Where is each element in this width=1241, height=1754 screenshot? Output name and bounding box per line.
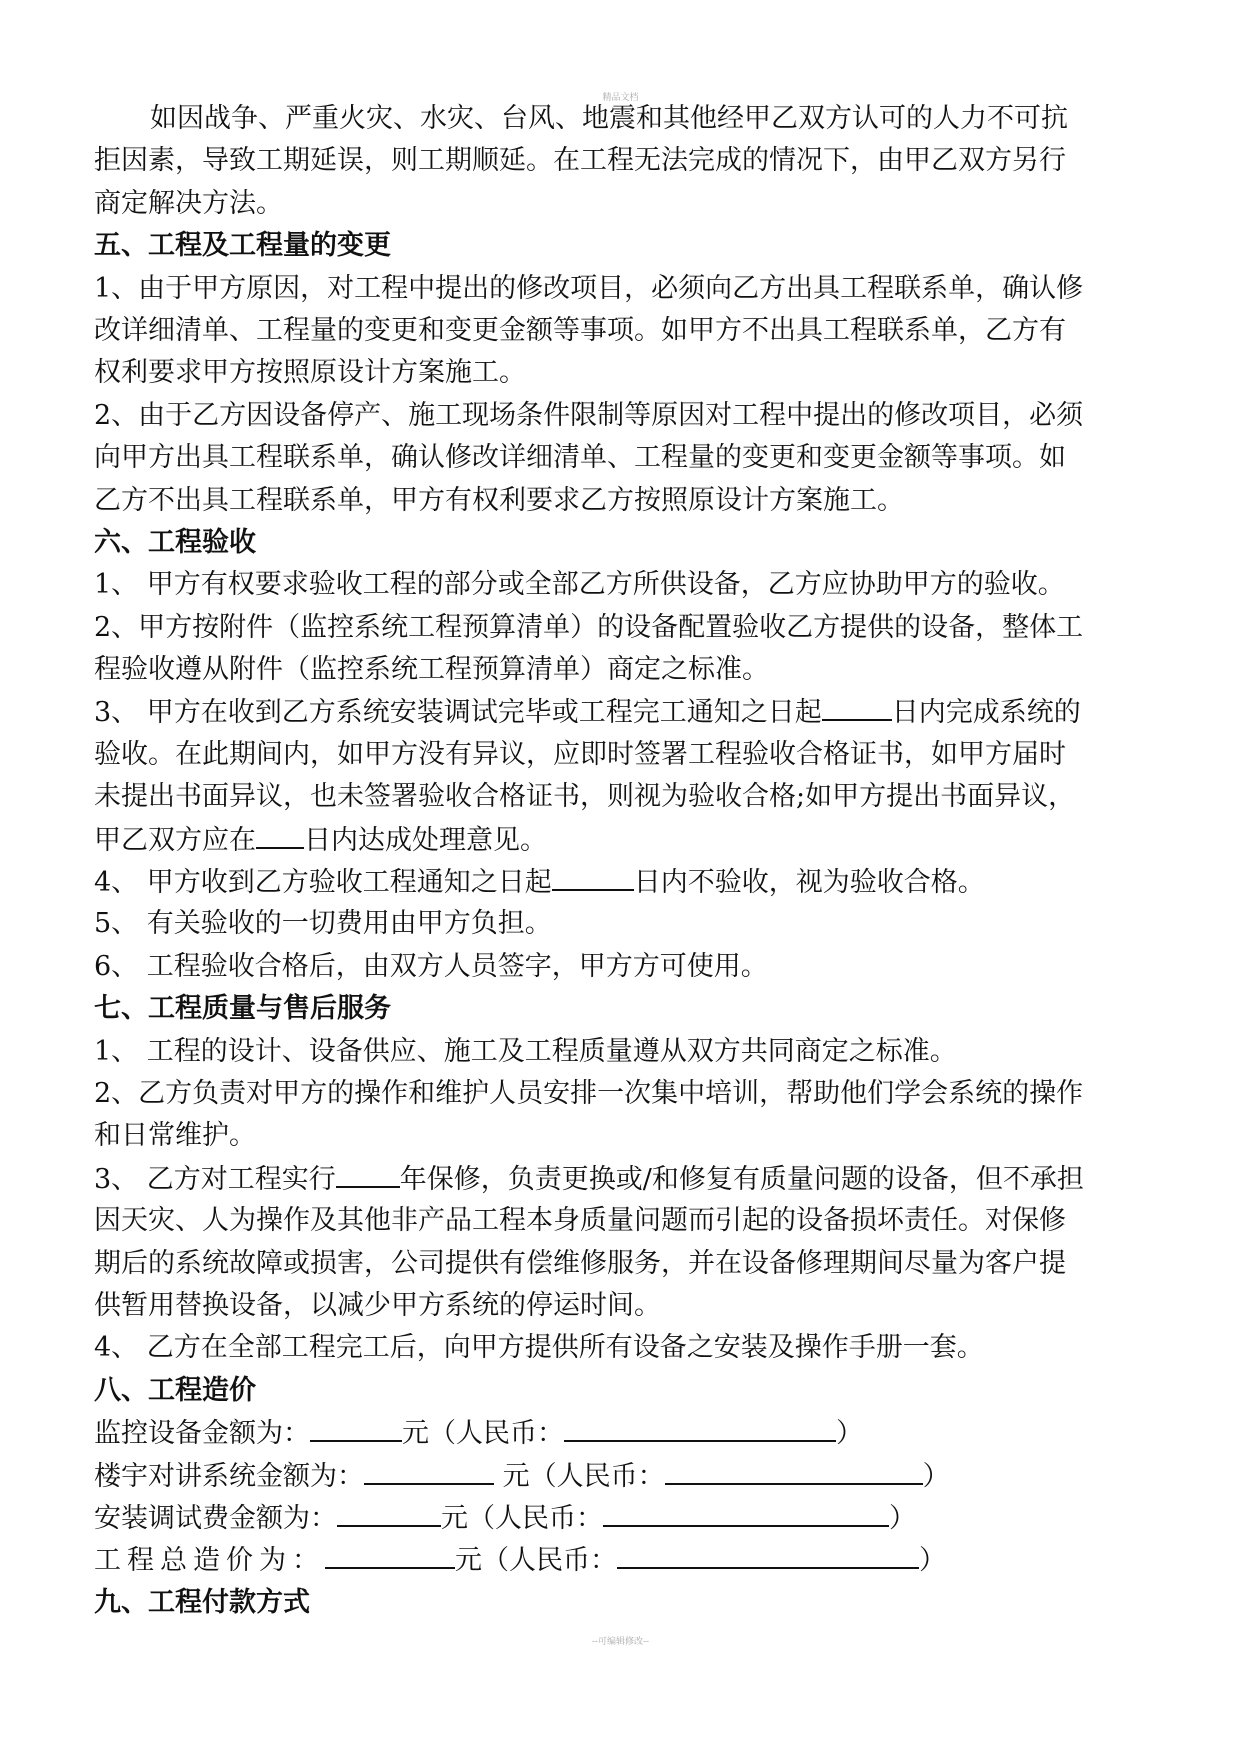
- section-heading: [94, 522, 1150, 564]
- line-text: 1、由于甲方原因，对工程中提出的修改项目，必须向乙方出具工程联系单，确认修: [94, 272, 1084, 304]
- line-text: 因天灾、人为操作及其他非产品工程本身质量问题而引起的设备损坏责任。对保修: [94, 1205, 1066, 1237]
- line-text: 4、 甲方收到乙方验收工程通知之日起: [94, 867, 552, 899]
- text-line: [94, 1285, 1150, 1327]
- text-line: [94, 268, 1150, 310]
- text-line: [94, 1073, 1150, 1115]
- line-text: 甲乙双方应在: [94, 824, 256, 856]
- line-text: 程验收遵从附件（监控系统工程预算清单）商定之标准。: [94, 654, 769, 686]
- line-text: 2、乙方负责对甲方的操作和维护人员安排一次集中培训，帮助他们学会系统的操作: [94, 1077, 1084, 1109]
- section-heading: [94, 1370, 1150, 1412]
- line-text: 期后的系统故障或损害，公司提供有偿维修服务，并在设备修理期间尽量为客户提: [94, 1247, 1066, 1279]
- line-text: 乙方不出具工程联系单，甲方有权利要求乙方按照原设计方案施工。: [94, 484, 904, 516]
- fill-in-blank: [552, 861, 634, 891]
- contract-body: [94, 98, 1150, 1624]
- line-text-end: ）: [922, 1460, 950, 1492]
- section-heading: [94, 225, 1150, 267]
- line-text: 权利要求甲方按照原设计方案施工。: [94, 357, 526, 389]
- fill-in-blank: [256, 819, 304, 849]
- line-text: 供暂用替换设备，以减少甲方系统的停运时间。: [94, 1289, 661, 1321]
- line-text: 六、工程验收: [94, 526, 256, 558]
- page-header: 精品文档: [602, 93, 639, 103]
- text-line: [94, 1539, 1150, 1581]
- line-text-after: 元（人民币：: [402, 1418, 564, 1450]
- text-line: [94, 1497, 1150, 1539]
- line-text: 八、工程造价: [94, 1374, 256, 1406]
- line-text-after: 元（人民币：: [455, 1545, 617, 1577]
- text-line: [94, 437, 1150, 479]
- text-line: [94, 1455, 1150, 1497]
- fill-in-blank: [325, 1539, 455, 1569]
- line-text: 3、 乙方对工程实行: [94, 1163, 336, 1195]
- text-line: [94, 1412, 1150, 1454]
- line-text-after: 日内完成系统的: [891, 697, 1081, 729]
- line-text: 改详细清单、工程量的变更和变更金额等事项。如甲方不出具工程联系单，乙方有: [94, 314, 1066, 346]
- line-text: 6、 工程验收合格后，由双方人员签字，甲方方可使用。: [94, 950, 768, 982]
- text-line: [94, 861, 1150, 903]
- text-line: [94, 310, 1150, 352]
- line-text: 和日常维护。: [94, 1120, 256, 1152]
- text-line: [94, 1243, 1150, 1285]
- fill-in-blank: [336, 1158, 400, 1188]
- line-text-after: 元（人民币：: [494, 1460, 665, 1492]
- line-text: 5、 有关验收的一切费用由甲方负担。: [94, 908, 552, 940]
- fill-in-blank-amount: [564, 1412, 836, 1442]
- fill-in-blank: [337, 1497, 441, 1527]
- line-text: 1、 工程的设计、设备供应、施工及工程质量遵从双方共同商定之标准。: [94, 1035, 957, 1067]
- line-text-after: 日内达成处理意见。: [304, 824, 547, 856]
- text-line: [94, 183, 1150, 225]
- line-text: 安装调试费金额为：: [94, 1502, 337, 1534]
- line-text-end: ）: [889, 1502, 916, 1534]
- line-text: 五、工程及工程量的变更: [94, 230, 391, 262]
- section-heading: [94, 988, 1150, 1030]
- line-text-after: 日内不验收，视为验收合格。: [633, 867, 985, 899]
- line-text: 如因战争、严重火灾、水灾、台风、地震和其他经甲乙双方认可的人力不可抗: [150, 103, 1068, 134]
- line-text: 工程总造价为：: [94, 1545, 325, 1577]
- line-text: 七、工程质量与售后服务: [94, 993, 391, 1025]
- fill-in-blank: [822, 691, 892, 721]
- page-footer: --可编辑修改--: [591, 1637, 650, 1647]
- fill-in-blank-amount: [603, 1497, 889, 1527]
- section-heading: [94, 1582, 1150, 1624]
- text-line: [94, 140, 1150, 182]
- text-line: [94, 1115, 1150, 1157]
- line-text: 监控设备金额为：: [94, 1418, 310, 1450]
- line-text: 2、由于乙方因设备停产、施工现场条件限制等原因对工程中提出的修改项目，必须: [94, 399, 1084, 431]
- text-line: [94, 480, 1150, 522]
- line-text: 验收。在此期间内，如甲方没有异议，应即时签署工程验收合格证书，如甲方届时: [94, 738, 1066, 770]
- text-line: [94, 1327, 1150, 1369]
- text-line: [94, 564, 1150, 606]
- line-text: 拒因素，导致工期延误，则工期顺延。在工程无法完成的情况下，由甲乙双方另行: [94, 145, 1066, 177]
- text-line: [94, 649, 1150, 691]
- text-line: [94, 734, 1150, 776]
- fill-in-blank: [310, 1412, 402, 1442]
- line-text-after: 年保修，负责更换或/和修复有质量问题的设备，但不承担: [399, 1163, 1084, 1195]
- text-line: [94, 819, 1150, 861]
- line-text: 3、 甲方在收到乙方系统安装调试完毕或工程完工通知之日起: [94, 697, 822, 729]
- text-line: [94, 607, 1150, 649]
- fill-in-blank-amount: [617, 1539, 919, 1569]
- text-line: [94, 691, 1150, 733]
- line-text: 未提出书面异议，也未签署验收合格证书，则视为验收合格;如甲方提出书面异议，: [94, 781, 1076, 813]
- line-text: 4、 乙方在全部工程完工后，向甲方提供所有设备之安装及操作手册一套。: [94, 1332, 984, 1364]
- line-text-end: ）: [836, 1418, 863, 1450]
- text-line: [94, 395, 1150, 437]
- fill-in-blank-amount: [665, 1455, 923, 1485]
- text-line: [94, 946, 1150, 988]
- text-line: [94, 352, 1150, 394]
- line-text: 楼宇对讲系统金额为：: [94, 1460, 364, 1492]
- text-line: [94, 98, 1150, 140]
- text-line: [94, 1031, 1150, 1073]
- text-line: [94, 903, 1150, 945]
- line-text: 1、 甲方有权要求验收工程的部分或全部乙方所供设备，乙方应协助甲方的验收。: [94, 569, 1065, 601]
- text-line: [94, 1158, 1150, 1200]
- line-text: 商定解决方法。: [94, 187, 283, 219]
- line-text: 向甲方出具工程联系单，确认修改详细清单、工程量的变更和变更金额等事项。如: [94, 442, 1066, 474]
- line-text: 2、甲方按附件（监控系统工程预算清单）的设备配置验收乙方提供的设备，整体工: [94, 611, 1084, 643]
- line-text: 九、工程付款方式: [94, 1586, 310, 1618]
- text-line: [94, 1200, 1150, 1242]
- line-text-end: ）: [919, 1545, 946, 1577]
- line-text-after: 元（人民币：: [441, 1502, 603, 1534]
- text-line: [94, 776, 1150, 818]
- fill-in-blank: [364, 1455, 494, 1485]
